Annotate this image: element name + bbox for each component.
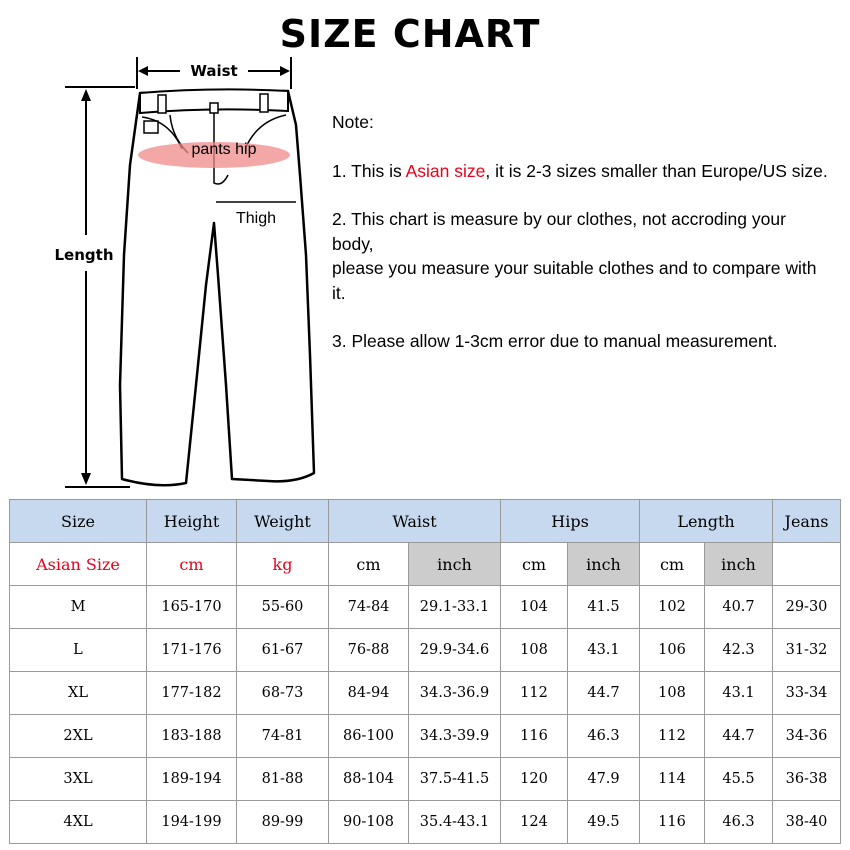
cell-waist-cm: 84-94	[329, 672, 409, 715]
cell-waist-inch: 34.3-36.9	[409, 672, 501, 715]
asian-size-highlight: Asian size	[405, 160, 486, 181]
cell-size: 4XL	[10, 801, 147, 844]
unit-jeans	[773, 543, 841, 586]
cell-weight: 61-67	[237, 629, 329, 672]
cell-waist-cm: 86-100	[329, 715, 409, 758]
cell-waist-cm: 88-104	[329, 758, 409, 801]
table-row	[10, 586, 841, 629]
cell-jeans: 36-38	[773, 758, 841, 801]
unit-waist-inch: inch	[409, 543, 501, 586]
cell-hips-cm: 124	[501, 801, 568, 844]
notes	[332, 110, 832, 378]
cell-height: 165-170	[147, 586, 237, 629]
note-heading: Note:	[332, 112, 374, 132]
cell-weight: 89-99	[237, 801, 329, 844]
size-table	[9, 499, 841, 844]
unit-height: cm	[147, 543, 237, 586]
cell-length-inch: 46.3	[705, 801, 773, 844]
cell-jeans: 38-40	[773, 801, 841, 844]
cell-height: 183-188	[147, 715, 237, 758]
cell-height: 189-194	[147, 758, 237, 801]
cell-length-inch: 43.1	[705, 672, 773, 715]
header-waist: Waist	[329, 500, 501, 543]
cell-hips-cm: 108	[501, 629, 568, 672]
note-2: 2. This chart is measure by our clothes, not accroding your body, please you measure your suitable clothes and to compare with it.	[332, 209, 817, 303]
header-weight: Weight	[237, 500, 329, 543]
cell-height: 194-199	[147, 801, 237, 844]
unit-length-inch: inch	[705, 543, 773, 586]
cell-hips-inch: 47.9	[568, 758, 640, 801]
table-row	[10, 801, 841, 844]
header-length: Length	[640, 500, 773, 543]
cell-hips-cm: 116	[501, 715, 568, 758]
cell-length-cm: 102	[640, 586, 705, 629]
cell-hips-inch: 43.1	[568, 629, 640, 672]
cell-height: 177-182	[147, 672, 237, 715]
cell-waist-inch: 37.5-41.5	[409, 758, 501, 801]
cell-hips-cm: 104	[501, 586, 568, 629]
cell-waist-inch: 35.4-43.1	[409, 801, 501, 844]
cell-length-inch: 40.7	[705, 586, 773, 629]
unit-asian-size: Asian Size	[10, 543, 147, 586]
unit-row	[10, 543, 841, 586]
cell-jeans: 34-36	[773, 715, 841, 758]
cell-waist-cm: 74-84	[329, 586, 409, 629]
unit-length-cm: cm	[640, 543, 705, 586]
cell-weight: 68-73	[237, 672, 329, 715]
header-jeans: Jeans	[773, 500, 841, 543]
thigh-label: Thigh	[235, 210, 277, 227]
cell-weight: 74-81	[237, 715, 329, 758]
button	[210, 103, 218, 113]
cell-jeans: 29-30	[773, 586, 841, 629]
header-height: Height	[147, 500, 237, 543]
cell-waist-inch: 29.9-34.6	[409, 629, 501, 672]
unit-hips-inch: inch	[568, 543, 640, 586]
cell-waist-inch: 34.3-39.9	[409, 715, 501, 758]
table-row	[10, 672, 841, 715]
cell-size: XL	[10, 672, 147, 715]
unit-hips-cm: cm	[501, 543, 568, 586]
pants-diagram	[0, 55, 330, 495]
header-row	[10, 500, 841, 543]
cell-jeans: 31-32	[773, 629, 841, 672]
cell-length-cm: 106	[640, 629, 705, 672]
cell-weight: 81-88	[237, 758, 329, 801]
unit-weight: kg	[237, 543, 329, 586]
cell-hips-inch: 49.5	[568, 801, 640, 844]
cell-length-inch: 45.5	[705, 758, 773, 801]
cell-weight: 55-60	[237, 586, 329, 629]
cell-hips-inch: 46.3	[568, 715, 640, 758]
table-row	[10, 758, 841, 801]
cell-waist-cm: 90-108	[329, 801, 409, 844]
cell-length-cm: 108	[640, 672, 705, 715]
cell-size: 3XL	[10, 758, 147, 801]
cell-length-cm: 112	[640, 715, 705, 758]
cell-hips-cm: 112	[501, 672, 568, 715]
header-size: Size	[10, 500, 147, 543]
cell-size: L	[10, 629, 147, 672]
cell-waist-inch: 29.1-33.1	[409, 586, 501, 629]
note-1: 1. This is Asian size, it is 2-3 sizes smaller than Europe/US size.	[332, 160, 828, 181]
waist-label: Waist	[190, 62, 238, 80]
cell-jeans: 33-34	[773, 672, 841, 715]
cell-length-inch: 44.7	[705, 715, 773, 758]
cell-length-inch: 42.3	[705, 629, 773, 672]
cell-length-cm: 114	[640, 758, 705, 801]
belt-loop-right	[260, 94, 268, 112]
belt-loop-left	[158, 95, 166, 113]
unit-waist-cm: cm	[329, 543, 409, 586]
header-hips: Hips	[501, 500, 640, 543]
hip-label: pants hip	[191, 141, 257, 158]
table-row	[10, 715, 841, 758]
cell-waist-cm: 76-88	[329, 629, 409, 672]
note-3: 3. Please allow 1-3cm error due to manual measurement.	[332, 331, 778, 351]
cell-size: M	[10, 586, 147, 629]
cell-hips-inch: 41.5	[568, 586, 640, 629]
cell-height: 171-176	[147, 629, 237, 672]
length-label: Length	[54, 246, 114, 264]
cell-size: 2XL	[10, 715, 147, 758]
cell-hips-cm: 120	[501, 758, 568, 801]
cell-length-cm: 116	[640, 801, 705, 844]
table-row	[10, 629, 841, 672]
cell-hips-inch: 44.7	[568, 672, 640, 715]
page-title: SIZE CHART	[279, 12, 541, 56]
